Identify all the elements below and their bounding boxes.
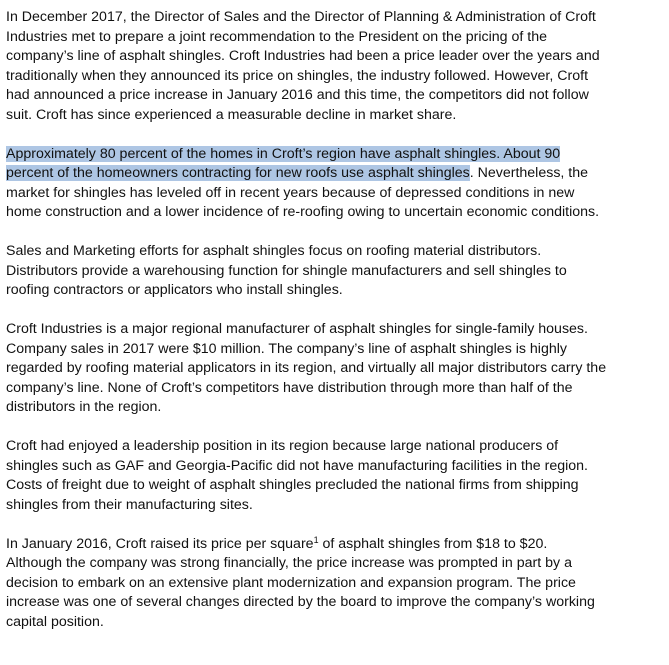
text-line: distributors in the region. <box>6 399 162 415</box>
paragraph-price-increase <box>6 535 656 633</box>
text-line: capital position. <box>6 613 104 630</box>
text-line <box>6 535 656 555</box>
text-selection-highlight[interactable]: Approximately 80 percent of the homes in Croft’s region have asphalt shingles. About 90 <box>6 145 561 162</box>
text-line: Croft had enjoyed a leadership position in its region because large national producers of <box>6 438 559 454</box>
text-line: suit. Croft has since experienced a measurable decline in market share. <box>6 106 457 123</box>
text-line: market for shingles has leveled off in recent years because of depressed conditions in new <box>6 184 575 201</box>
text-line: shingles from their manufacturing sites. <box>6 496 253 513</box>
text-line: traditionally when they announced its price on shingles, the industry followed. However, Croft <box>6 67 589 84</box>
text-fragment: In January 2016, Croft raised its price per square <box>6 535 314 552</box>
text-line: regarded by roofing material applicators in its region, and virtually all major distributors carry the <box>6 360 607 376</box>
text-line: shingles such as GAF and Georgia-Pacific did not have manufacturing facilities in the region. <box>6 457 588 474</box>
text-line: Although the company was strong financially, the price increase was prompted in part by a <box>6 555 572 571</box>
paragraph-company-profile <box>6 320 656 418</box>
text-line: company’s line. None of Croft’s competitors have distribution through more than half of the <box>6 379 573 396</box>
text-selection-highlight[interactable]: percent of the homeowners contracting for new roofs use asphalt shingles <box>6 165 470 181</box>
text-line: decision to embark on an extensive plant modernization and expansion program. The price <box>6 574 576 591</box>
text-line: In December 2017, the Director of Sales and the Director of Planning & Administration of Croft <box>6 9 596 25</box>
text-line: Industries met to prepare a joint recommendation to the President on the pricing of the <box>6 28 548 45</box>
text-line: had announced a price increase in January 2016 and this time, the competitors did not follow <box>6 87 589 103</box>
text-fragment: . Nevertheless, the <box>469 165 589 181</box>
text-line: Company sales in 2017 were $10 million. The company’s line of asphalt shingles is highly <box>6 340 567 357</box>
text-line: home construction and a lower incidence of re-roofing owing to uncertain economic conditions. <box>6 204 600 220</box>
text-line: Costs of freight due to weight of asphalt shingles precluded the national firms from shipping <box>6 477 579 493</box>
text-line <box>6 145 656 165</box>
text-line: increase was one of several changes directed by the board to improve the company’s working <box>6 594 595 610</box>
text-line: Croft Industries is a major regional manufacturer of asphalt shingles for single-family houses. <box>6 321 588 337</box>
paragraph-market-share <box>6 145 656 223</box>
text-line: Distributors provide a warehousing function for shingle manufacturers and sell shingles to <box>6 262 567 279</box>
text-fragment: of asphalt shingles from $18 to $20. <box>318 535 548 552</box>
paragraph-pricing-meeting <box>6 8 656 125</box>
paragraph-sales-marketing <box>6 242 656 301</box>
paragraph-leadership-position <box>6 437 656 515</box>
text-line: company’s line of asphalt shingles. Croft Industries had been a price leader over the years and <box>6 48 600 64</box>
text-line <box>6 164 656 184</box>
footnote-marker[interactable]: 1 <box>313 534 319 545</box>
text-line: roofing contractors or applicators who install shingles. <box>6 282 343 298</box>
text-line: Sales and Marketing efforts for asphalt shingles focus on roofing material distributors. <box>6 243 542 259</box>
